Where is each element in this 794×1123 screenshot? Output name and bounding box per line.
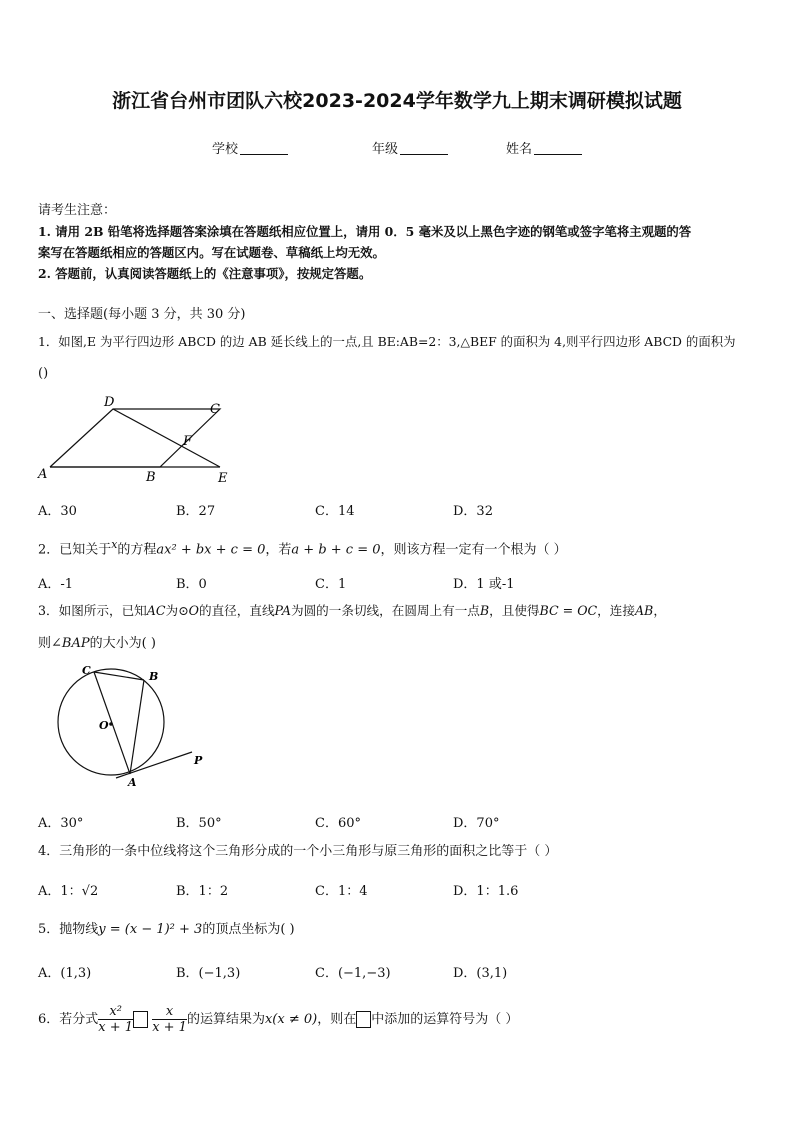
q5-part: 的顶点坐标为( ) (202, 922, 295, 937)
q1-option-c: C．14 (315, 504, 355, 519)
q5-text (38, 922, 295, 938)
q3-part: ，且使得 (489, 603, 540, 618)
q5-part: 5．抛物线 (38, 922, 99, 937)
q2-option-c: C．1 (315, 577, 347, 592)
q1-label-d: D (104, 395, 115, 410)
parallelogram-abcd (50, 409, 220, 467)
q3-part: ， (653, 603, 666, 618)
q3-circle-figure (44, 662, 214, 792)
q6-frac1-numerator: x² (98, 1004, 133, 1020)
q2-part: ，若 (265, 542, 292, 558)
q1-paren: () (38, 366, 49, 381)
q3-label-p: P (194, 754, 203, 767)
notice-line2: 2. 答题前，认真阅读答题纸上的《注意事项》，按规定答题。 (38, 266, 372, 281)
q3-part: 3．如图所示，已知 (38, 603, 147, 618)
q6-operator-box (133, 1011, 148, 1028)
q1-text: 1．如图,E 为平行四边形 ABCD 的边 AB 延长线上的一点,且 BE:AB=2：3,△BEF 的面积为 4,则平行四边形 ABCD 的面积为 (38, 334, 736, 349)
grade-label: 年级 (372, 142, 399, 157)
grade-field (372, 142, 448, 158)
q3-option-b: B．50° (176, 816, 222, 831)
q5-option-d: D．(3,1) (453, 966, 508, 981)
q2-part: 2．已知关于 (38, 542, 112, 558)
q4-option-d: D．1：1.6 (453, 884, 519, 899)
q3-angle: ∠BAP (51, 636, 90, 651)
q3-label-a: A (128, 776, 137, 789)
q3-part: 为圆的一条切线，在圆周上有一点 (290, 603, 480, 618)
school-field (212, 142, 288, 158)
q2-condition: a + b + c = 0 (291, 542, 381, 558)
center-point (109, 722, 113, 726)
name-label: 姓名 (506, 142, 533, 157)
q3-part: 的大小为( ) (89, 636, 156, 651)
q4-option-c: C．1：4 (315, 884, 368, 899)
q3-option-d: D．70° (453, 816, 500, 831)
q6-part: 的运算结果为 (186, 1012, 265, 1027)
q5-option-a: A．(1,3) (38, 966, 92, 981)
q3-text (38, 603, 666, 619)
q6-part: 6．若分式 (38, 1012, 99, 1027)
school-blank (240, 142, 288, 155)
q2-option-b: B．0 (176, 577, 207, 592)
q6-frac1-denominator: x + 1 (98, 1020, 134, 1035)
q5-equation: y = (x − 1)² + 3 (98, 922, 203, 937)
school-label: 学校 (212, 142, 239, 157)
q3-circle: ⊙O (178, 603, 199, 618)
q1-label-c: C (210, 402, 220, 417)
chord-ab (130, 680, 144, 774)
name-blank (534, 142, 582, 155)
q3-label-o: O (99, 719, 109, 732)
name-field (506, 142, 582, 158)
q3-b: B (479, 603, 490, 618)
q5-option-b: B．(−1,3) (176, 966, 241, 981)
q2-equation: ax² + bx + c = 0 (156, 542, 266, 558)
exam-title: 浙江省台州市团队六校2023-2024学年数学九上期末调研模拟试题 (112, 90, 682, 112)
notice-line1b: 案写在答题纸相应的答题区内。写在试题卷、草稿纸上均无效。 (38, 245, 385, 260)
q2-option-a: A．-1 (38, 577, 74, 592)
q5-option-c: C．(−1,−3) (315, 966, 391, 981)
q3-label-c: C (82, 664, 91, 677)
q6-frac2-numerator: x (152, 1004, 187, 1020)
q3-label-b: B (149, 670, 159, 683)
q6-part: 中添加的运算符号为（ ） (371, 1012, 519, 1027)
q1-label-f: F (183, 434, 193, 449)
q6-result: x(x ≠ 0) (264, 1012, 318, 1027)
q4-text: 4．三角形的一条中位线将这个三角形分成的一个小三角形与原三角形的面积之比等于（ ） (38, 844, 558, 859)
grade-blank (400, 142, 448, 155)
q1-label-e: E (218, 471, 228, 486)
notice-heading: 请考生注意： (38, 203, 117, 218)
q1-option-a: A．30 (38, 504, 77, 519)
q3-part: 为 (165, 603, 179, 618)
q6-fraction-2 (152, 1004, 187, 1035)
q2-part: ，则该方程一定有一个根为（ ） (380, 542, 567, 558)
q3-ab: AB (634, 603, 654, 618)
q3-text-line2 (38, 636, 156, 652)
q6-text (38, 1003, 518, 1037)
q2-text (38, 537, 567, 558)
section-heading: 一、选择题(每小题 3 分，共 30 分) (38, 307, 246, 322)
q4-option-a: A．1：√2 (38, 884, 99, 899)
q2-var: x (111, 538, 118, 551)
q3-option-c: C．60° (315, 816, 361, 831)
segment-de (113, 409, 220, 467)
q1-option-b: B．27 (176, 504, 216, 519)
q1-option-d: D．32 (453, 504, 493, 519)
q6-part: ，则在 (317, 1012, 357, 1027)
q3-condition: BC = OC (539, 603, 598, 618)
q6-frac2-denominator: x + 1 (152, 1020, 187, 1035)
q2-part: 的方程 (117, 542, 157, 558)
circle-o (58, 669, 164, 775)
q1-label-a: A (38, 467, 48, 482)
q3-option-a: A．30° (38, 816, 84, 831)
q2-option-d: D．1 或-1 (453, 577, 515, 592)
q6-fraction-1 (98, 1004, 133, 1035)
q1-label-b: B (146, 470, 156, 485)
q1-parallelogram-figure (30, 392, 250, 488)
q3-part: 的直径，直线 (198, 603, 275, 618)
q3-part: 则 (38, 636, 52, 651)
q3-ac: AC (146, 603, 166, 618)
q4-option-b: B．1：2 (176, 884, 229, 899)
q3-part: ，连接 (597, 603, 635, 618)
notice-line1: 1. 请用 2B 铅笔将选择题答案涂填在答题纸相应位置上，请用 0．5 毫米及以上黑色字迹的钢笔或签字笔将主观题的答 (38, 224, 692, 239)
q6-operator-box-ref (356, 1011, 371, 1028)
q3-pa: PA (274, 603, 291, 618)
